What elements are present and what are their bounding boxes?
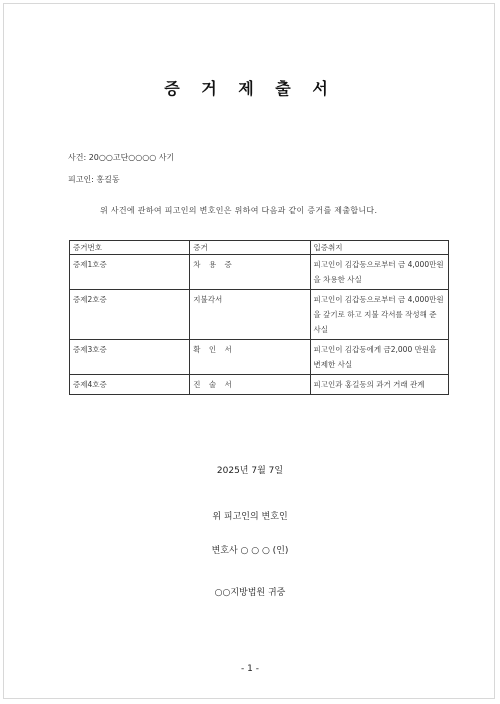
table-header-row	[70, 241, 449, 255]
evidence-table	[69, 240, 449, 395]
evidence-no-cell: 증제3호증	[70, 340, 190, 375]
table-row	[70, 290, 449, 340]
header-evidence: 증거	[190, 241, 310, 255]
evidence-purpose-cell: 피고인이 김갑동으로부터 금 4,000만원을 갚기로 하고 지불 각서를 작성해 준 사실	[310, 290, 448, 340]
header-evidence-no: 증거번호	[70, 241, 190, 255]
defendant-line: 피고인: 홍길동	[68, 175, 120, 184]
evidence-purpose-cell: 피고인과 홍길동의 과거 거래 관계	[310, 375, 448, 395]
evidence-purpose-cell: 피고인이 김갑동으로부터 금 4,000만원을 차용한 사실	[310, 255, 448, 290]
intro-paragraph: 위 사건에 관하여 피고인의 변호인은 위하여 다음과 같이 증거를 제출합니다.	[100, 206, 378, 215]
table-row	[70, 340, 449, 375]
submission-date: 2025년 7월 7일	[216, 466, 284, 476]
evidence-no-cell: 증제2호증	[70, 290, 190, 340]
case-line: 사건: 20○○고단○○○○ 사기	[68, 153, 175, 162]
header-purpose: 입증취지	[310, 241, 448, 255]
court-addressee: ○○지방법원 귀중	[214, 588, 286, 598]
evidence-name-cell: 차 용 증	[190, 255, 310, 290]
signature-role: 위 피고인의 변호인	[212, 512, 288, 522]
page-number: - 1 -	[241, 664, 259, 674]
document-title: 증 거 제 출 서	[164, 79, 336, 98]
table-row	[70, 375, 449, 395]
evidence-no-cell: 증제1호증	[70, 255, 190, 290]
evidence-no-cell: 증제4호증	[70, 375, 190, 395]
evidence-name-cell: 확 인 서	[190, 340, 310, 375]
evidence-purpose-cell: 피고인이 김갑동에게 금2,000 만원을 변제한 사실	[310, 340, 448, 375]
evidence-name-cell: 진 술 서	[190, 375, 310, 395]
evidence-name-cell: 지불각서	[190, 290, 310, 340]
signature-name: 변호사 ○ ○ ○ (인)	[211, 546, 289, 556]
table-row	[70, 255, 449, 290]
